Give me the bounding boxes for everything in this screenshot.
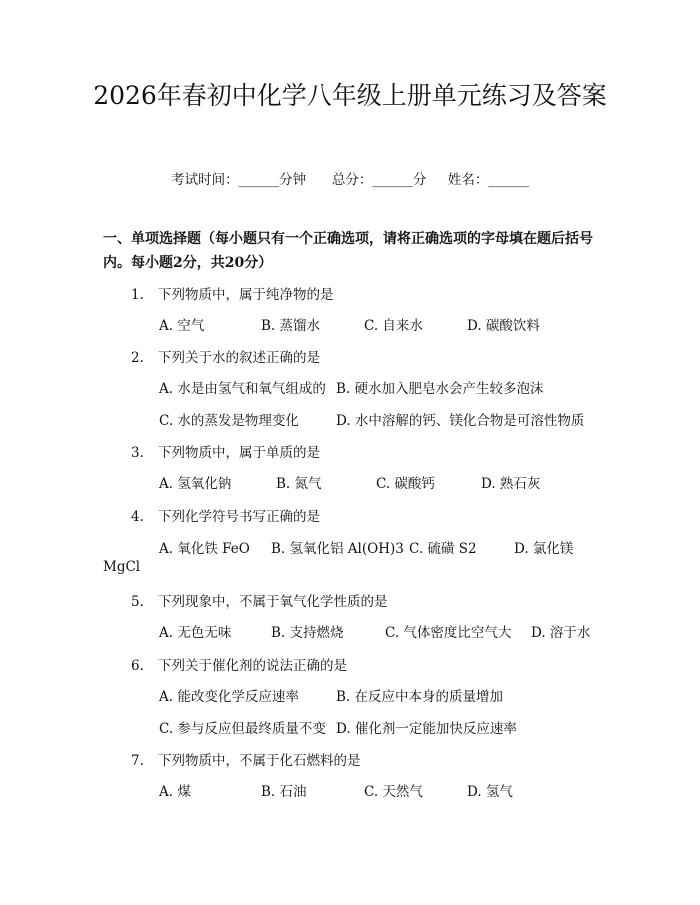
option-4d: D. 氯化镁	[514, 541, 574, 557]
option-7a: A. 煤	[159, 784, 191, 800]
name-blank: ______	[488, 172, 529, 188]
question-text: 下列现象中，不属于氧气化学性质的是	[158, 594, 388, 610]
question-number: 5.	[131, 594, 144, 610]
score-unit: 分	[412, 172, 427, 188]
option-4a: A. 氧化铁 FeO	[159, 541, 250, 557]
option-4c: C. 硫磺 S2	[409, 541, 477, 557]
option-4b: B. 氢氧化铝 Al(OH)3	[271, 541, 404, 557]
option-6d: D. 催化剂一定能加快反应速率	[336, 721, 517, 737]
option-1d: D. 碳酸饮料	[467, 318, 540, 334]
question-1	[131, 283, 334, 303]
option-1c: C. 自来水	[364, 318, 423, 334]
question-5	[131, 590, 388, 610]
option-6c: C. 参与反应但最终质量不变	[159, 721, 326, 737]
option-6a: A. 能改变化学反应速率	[159, 689, 299, 705]
question-number: 3.	[131, 445, 144, 461]
question-text: 下列物质中，属于单质的是	[158, 445, 320, 461]
score-blank: ______	[372, 172, 413, 188]
time-unit: 分钟	[279, 172, 307, 188]
section-heading: 一、单项选择题（每小题只有一个正确选项，请将正确选项的字母填在题后括号内。每小题2分，共20分）	[103, 231, 593, 271]
question-text: 下列物质中，属于纯净物的是	[158, 287, 334, 303]
document-title: 2026年春初中化学八年级上册单元练习及答案	[93, 81, 607, 110]
option-7b: B. 石油	[261, 784, 307, 800]
question-number: 6.	[131, 658, 144, 674]
option-4d-continuation: MgCl	[103, 559, 141, 575]
time-blank: ______	[238, 172, 280, 188]
question-text: 下列化学符号书写正确的是	[158, 509, 320, 525]
option-5c: C. 气体密度比空气大	[385, 625, 512, 641]
question-6	[131, 654, 347, 674]
question-7	[131, 749, 361, 769]
option-2d: D. 水中溶解的钙、镁化合物是可溶性物质	[336, 413, 585, 429]
question-4	[131, 505, 320, 525]
option-1a: A. 空气	[159, 318, 205, 334]
option-5a: A. 无色无味	[159, 625, 232, 641]
option-7c: C. 天然气	[364, 784, 423, 800]
question-text: 下列物质中，不属于化石燃料的是	[158, 753, 361, 769]
question-number: 7.	[131, 753, 144, 769]
option-3b: B. 氮气	[276, 476, 322, 492]
question-2	[131, 346, 320, 366]
option-5b: B. 支持燃烧	[271, 625, 344, 641]
time-label: 考试时间：	[171, 172, 239, 188]
option-2c: C. 水的蒸发是物理变化	[159, 413, 299, 429]
score-label: 总分：	[331, 172, 373, 188]
question-number: 1.	[131, 287, 144, 303]
exam-info-line	[0, 168, 700, 188]
question-3	[131, 441, 320, 461]
question-text: 下列关于水的叙述正确的是	[158, 350, 320, 366]
question-number: 2.	[131, 350, 144, 366]
option-5d: D. 溶于水	[531, 625, 591, 641]
name-label: 姓名：	[447, 172, 489, 188]
question-text: 下列关于催化剂的说法正确的是	[158, 658, 347, 674]
option-3d: D. 熟石灰	[481, 476, 541, 492]
option-6b: B. 在反应中本身的质量增加	[336, 689, 504, 705]
option-1b: B. 蒸馏水	[261, 318, 321, 334]
option-3c: C. 碳酸钙	[376, 476, 435, 492]
option-3a: A. 氢氧化钠	[159, 476, 232, 492]
option-2b: B. 硬水加入肥皂水会产生较多泡沫	[336, 381, 544, 397]
question-number: 4.	[131, 509, 144, 525]
option-2a: A. 水是由氢气和氧气组成的	[159, 381, 326, 397]
option-7d: D. 氢气	[467, 784, 513, 800]
